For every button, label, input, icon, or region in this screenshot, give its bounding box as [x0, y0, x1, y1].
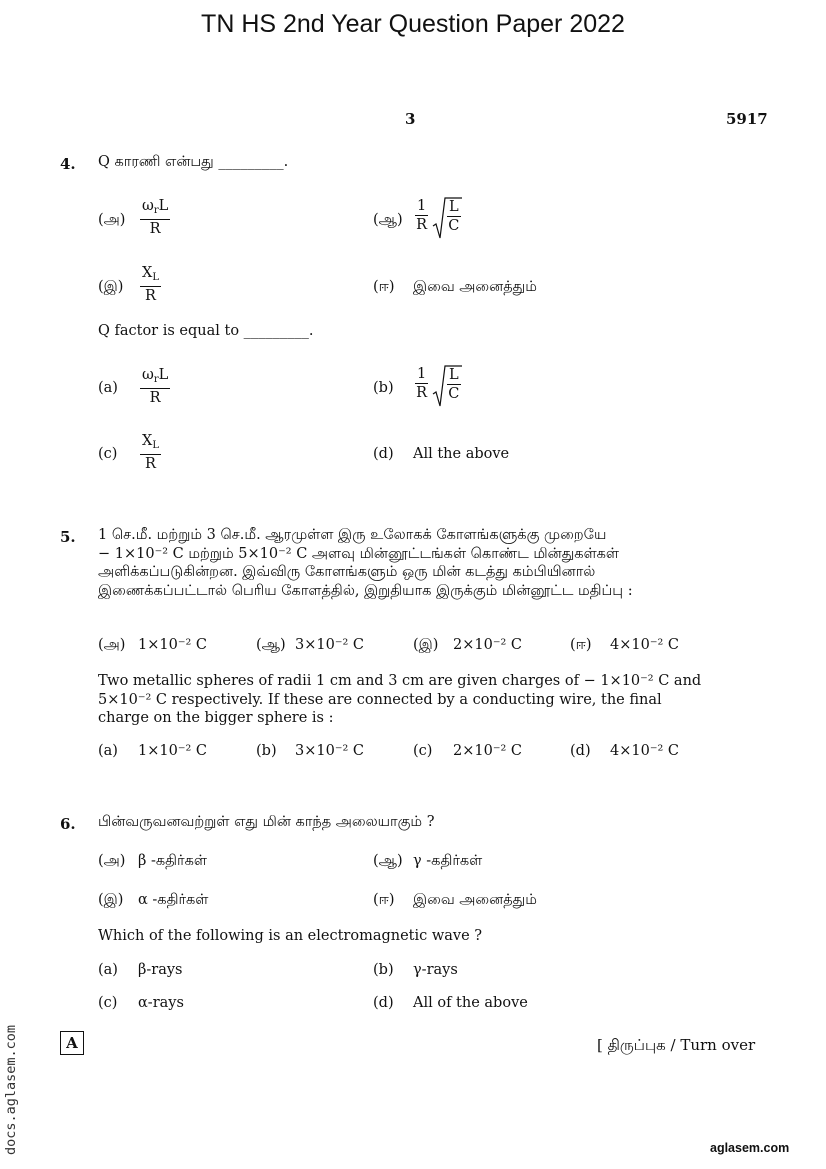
q4-tamil-expr-b-frac [415, 198, 428, 234]
q4-english-stem: Q factor is equal to _________. [98, 323, 314, 339]
question-number-5: 5. [60, 528, 76, 546]
q6-tamil-label-d: (ஈ) [373, 892, 395, 908]
q4-tamil-expr-c [140, 265, 161, 305]
q5-tamil-value-b: 3×10⁻² C [295, 637, 364, 653]
expr-num: 1 [417, 366, 427, 382]
turn-over-note: [ திருப்புக / Turn over [597, 1036, 756, 1054]
expr-tail: L [158, 367, 169, 383]
q6-tamil-value-c: α -கதிர்கள் [138, 892, 209, 908]
q4-tamil-label-c: (இ) [98, 279, 124, 295]
q5-english-value-c: 2×10⁻² C [453, 743, 522, 759]
q5-english-label-c: (c) [413, 743, 433, 759]
q4-tamil-expr-a [140, 198, 170, 238]
q4-tamil-expr-b-root [447, 199, 461, 235]
expr-sub: r [153, 374, 159, 385]
q4-english-option-d: All the above [413, 446, 510, 462]
q6-tamil-value-d: இவை அனைத்தும் [413, 892, 537, 908]
q6-english-value-a: β-rays [138, 962, 183, 978]
q5-tamil-line: − 1×10⁻² C மற்றும் 5×10⁻² C அளவு மின்னூட்டங்கள் கொண்ட மின்துகள்கள் [98, 545, 620, 562]
expr-num: ω [142, 367, 154, 383]
q4-tamil-label-a: (அ) [98, 212, 126, 228]
q6-english-label-b: (b) [373, 962, 394, 978]
q5-english-label-d: (d) [570, 743, 591, 759]
paper-code: 5917 [726, 110, 768, 128]
q6-english-value-c: α-rays [138, 995, 184, 1011]
q6-tamil-label-b: (ஆ) [373, 853, 403, 869]
q4-english-label-b: (b) [373, 380, 394, 396]
side-watermark: docs.aglasem.com [3, 1024, 19, 1155]
expr-den: R [149, 221, 161, 237]
q6-english-label-d: (d) [373, 995, 394, 1011]
q5-english-line: charge on the bigger sphere is : [98, 710, 334, 726]
q5-tamil-line: இணைக்கப்பட்டால் பெரிய கோளத்தில், இறுதியாக இருக்கும் மின்னூட்ட மதிப்பு : [98, 582, 633, 599]
q6-tamil-label-a: (அ) [98, 853, 126, 869]
expr-sub: r [153, 205, 159, 216]
q6-tamil-stem: பின்வருவனவற்றுள் எது மின் காந்த அலையாகும் ? [98, 814, 435, 830]
expr-den: R [416, 217, 428, 233]
q4-tamil-label-d: (ஈ) [373, 279, 395, 295]
q6-english-value-d: All of the above [413, 995, 528, 1011]
q5-tamil-value-c: 2×10⁻² C [453, 637, 522, 653]
expr-den: R [416, 385, 428, 401]
q4-english-label-c: (c) [98, 446, 118, 462]
expr-num: X [142, 265, 153, 281]
expr-den: R [145, 456, 156, 472]
expr-den: C [448, 218, 460, 234]
q5-tamil-label-b: (ஆ) [256, 637, 286, 653]
q5-english-label-b: (b) [256, 743, 277, 759]
expr-den: R [149, 390, 161, 406]
q5-tamil-line: அளிக்கப்படுகின்றன. இவ்விரு கோளங்களும் ஒரு மின் கடத்து கம்பியினால் [98, 564, 596, 580]
expr-num: X [142, 433, 153, 449]
q5-tamil-label-a: (அ) [98, 637, 126, 653]
q6-tamil-value-b: γ -கதிர்கள் [413, 853, 483, 869]
q6-english-stem: Which of the following is an electromagnetic wave ? [98, 928, 483, 944]
q5-english-value-b: 3×10⁻² C [295, 743, 364, 759]
q6-english-value-b: γ-rays [413, 962, 458, 978]
q5-tamil-label-c: (இ) [413, 637, 439, 653]
expr-num: L [449, 199, 459, 215]
expr-num: L [449, 367, 459, 383]
q5-english-label-a: (a) [98, 743, 118, 759]
q4-english-label-d: (d) [373, 446, 394, 462]
q5-english-value-a: 1×10⁻² C [138, 743, 207, 759]
question-number-6: 6. [60, 815, 76, 833]
q5-tamil-value-d: 4×10⁻² C [610, 637, 679, 653]
expr-sub: L [152, 440, 159, 451]
q5-tamil-label-d: (ஈ) [570, 637, 592, 653]
q6-tamil-label-c: (இ) [98, 892, 124, 908]
expr-den: R [145, 288, 156, 304]
footer-brand: aglasem.com [710, 1141, 790, 1155]
q4-english-expr-c [140, 433, 161, 473]
expr-den: C [448, 386, 460, 402]
page-title: TN HS 2nd Year Question Paper 2022 [201, 10, 625, 38]
q5-tamil-value-a: 1×10⁻² C [138, 637, 207, 653]
q5-english-stem [98, 672, 730, 728]
q6-english-label-c: (c) [98, 995, 118, 1011]
expr-num: 1 [417, 198, 427, 214]
q4-english-expr-b-frac [415, 366, 428, 402]
q4-tamil-label-b: (ஆ) [373, 212, 403, 228]
expr-tail: L [158, 198, 169, 214]
q4-english-expr-b-root [447, 367, 461, 403]
q6-tamil-value-a: β -கதிர்கள் [138, 853, 207, 869]
q6-english-label-a: (a) [98, 962, 118, 978]
q4-tamil-stem: Q காரணி என்பது _________. [98, 154, 289, 170]
question-number-4: 4. [60, 155, 76, 173]
q5-english-line: Two metallic spheres of radii 1 cm and 3 cm are given charges of − 1×10⁻² C and [98, 673, 702, 689]
page-number: 3 [405, 110, 416, 128]
q4-english-label-a: (a) [98, 380, 118, 396]
q5-tamil-line: 1 செ.மீ. மற்றும் 3 செ.மீ. ஆரமுள்ள இரு உலோகக் கோளங்களுக்கு முறையே [98, 527, 607, 543]
q5-english-value-d: 4×10⁻² C [610, 743, 679, 759]
expr-num: ω [142, 198, 154, 214]
series-box: A [60, 1031, 84, 1055]
q5-english-line: 5×10⁻² C respectively. If these are connected by a conducting wire, the final [98, 691, 662, 708]
q4-english-expr-a [140, 367, 170, 407]
expr-sub: L [152, 272, 159, 283]
q4-tamil-option-d: இவை அனைத்தும் [413, 279, 537, 295]
q5-tamil-stem [98, 526, 730, 600]
